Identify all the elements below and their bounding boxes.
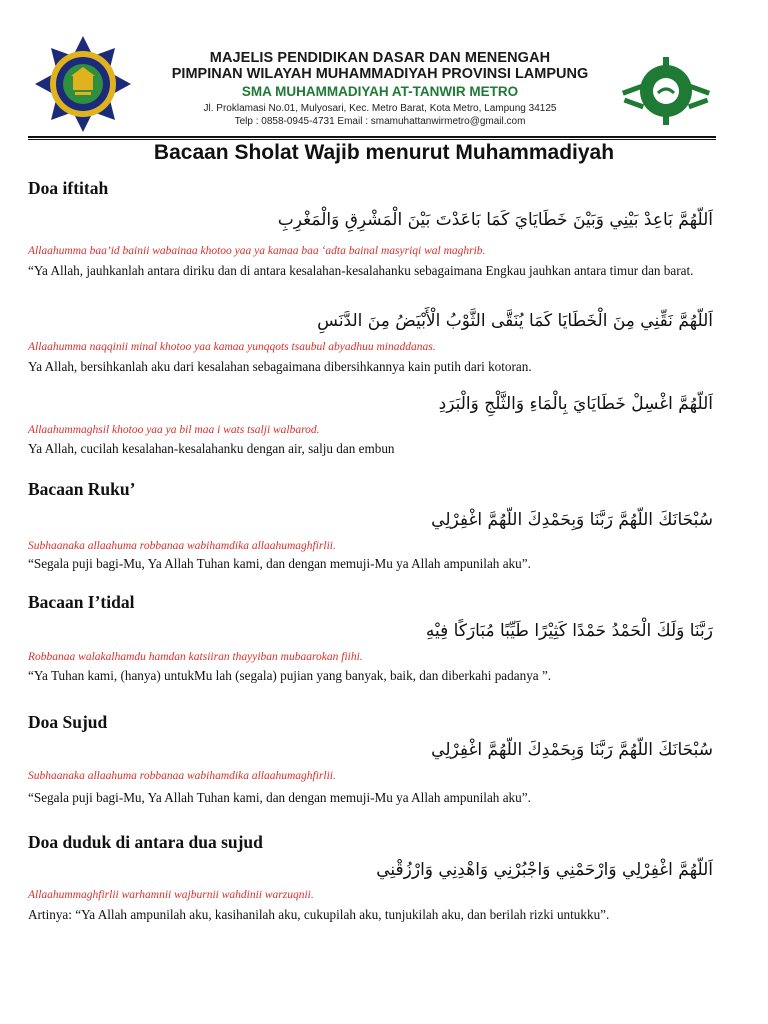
letterhead-contact: Telp : 0858-0945-4731 Email : smamuhattanwirmetro@gmail.com xyxy=(234,116,526,127)
arabic-text: سُبْحَانَكَ اللّهُمَّ رَبَّنَا وَبِحَمْدِكَ اللّهُمَّ اغْفِرْلِي xyxy=(431,510,713,530)
translation-text: “Ya Tuhan kami, (hanya) untukMu lah (segala) pujian yang banyak, baik, dan diberkahi padanya ”. xyxy=(28,668,552,683)
latin-transliteration: Robbanaa walakalhamdu hamdan katsiiran thayyiban mubaarokan fiihi. xyxy=(28,651,363,663)
arabic-text: رَبَّنَا وَلَكَ الْحَمْدُ حَمْدًا كَثِيْرًا طَيِّبًا مُبَارَكًا فِيْهِ xyxy=(425,621,713,641)
letterhead-council: MAJELIS PENDIDIKAN DASAR DAN MENENGAH xyxy=(209,50,551,66)
translation-text: Ya Allah, bersihkanlah aku dari kesalahan sebagaimana dibersihkannya kain putih dari kotoran. xyxy=(28,359,532,374)
letterhead-rule xyxy=(28,136,716,138)
section-heading-doa-sujud: Doa Sujud xyxy=(28,712,108,732)
arabic-text: سُبْحَانَكَ اللّهُمَّ رَبَّنَا وَبِحَمْدِكَ اللّهُمَّ اغْفِرْلِي xyxy=(431,740,713,760)
section-heading-doa-iftitah: Doa iftitah xyxy=(28,178,109,198)
latin-transliteration: Allaahumma baa’id bainii wabainaa khotoo yaa ya kamaa baa ‘adta bainal masyriqi wal maghrib. xyxy=(28,245,486,257)
translation-text: “Segala puji bagi-Mu, Ya Allah Tuhan kami, dan dengan memuji-Mu ya Allah ampunilah aku”. xyxy=(28,790,531,805)
section-heading-bacaan-itidal: Bacaan I’tidal xyxy=(28,592,135,612)
arabic-text: اَللّهُمَّ نَقِّنِي مِنَ الْخَطَايَا كَمَا يُنَقَّى الثَّوْبُ الْأَبْيَضُ مِنَ الدَّنَسِ xyxy=(317,311,713,331)
letterhead xyxy=(0,0,768,140)
arabic-text: اَللّهُمَّ اغْفِرْلِي وَارْحَمْنِي وَاجْبُرْنِي وَاهْدِنِي وَارْزُقْنِي xyxy=(376,860,713,880)
letterhead-school: SMA MUHAMMADIYAH AT-TANWIR METRO xyxy=(241,84,519,99)
letterhead-address: Jl. Proklamasi No.01, Mulyosari, Kec. Metro Barat, Kota Metro, Lampung 34125 xyxy=(203,103,557,114)
section-heading-bacaan-ruku: Bacaan Ruku’ xyxy=(28,479,136,499)
letterhead-region: PIMPINAN WILAYAH MUHAMMADIYAH PROVINSI LAMPUNG xyxy=(171,66,589,82)
latin-transliteration: Subhaanaka allaahuma robbanaa wabihamdika allaahumaghfirlii. xyxy=(28,770,336,782)
translation-text: “Ya Allah, jauhkanlah antara diriku dan di antara kesalahan-kesalahanku sebagaimana Engkau jauhkan antara timur dan barat. xyxy=(28,263,694,278)
school-seal-logo xyxy=(33,34,133,134)
latin-transliteration: Allaahummaghsil khotoo yaa ya bil maa i wats tsalji walbarod. xyxy=(28,424,320,436)
latin-transliteration: Allaahummaghfirlii warhamnii wajburnii wahdinii warzuqnii. xyxy=(28,889,314,901)
muhammadiyah-logo xyxy=(618,57,714,125)
section-heading-doa-duduk: Doa duduk di antara dua sujud xyxy=(28,832,263,852)
translation-text: Ya Allah, cucilah kesalahan-kesalahanku dengan air, salju dan embun xyxy=(28,441,395,456)
latin-transliteration: Subhaanaka allaahuma robbanaa wabihamdika allaahumaghfirlii. xyxy=(28,540,336,552)
arabic-text: اَللّهُمَّ بَاعِدْ بَيْنِي وَبَيْنَ خَطَايَايَ كَمَا بَاعَدْتَ بَيْنَ الْمَشْرِقِ وَالْمَغْرِبِ xyxy=(277,210,713,230)
letterhead-text xyxy=(140,50,620,128)
translation-text: “Segala puji bagi-Mu, Ya Allah Tuhan kami, dan dengan memuji-Mu ya Allah ampunilah aku”. xyxy=(28,556,531,571)
arabic-text: اَللّهُمَّ اغْسِلْ خَطَايَايَ بِالْمَاءِ وَالثَّلْجِ وَالْبَرَدِ xyxy=(438,394,713,414)
document-title: Bacaan Sholat Wajib menurut Muhammadiyah xyxy=(153,141,615,164)
latin-transliteration: Allaahumma naqqinii minal khotoo yaa kamaa yunqqots tsaubul abyadhuu minaddanas. xyxy=(28,341,436,353)
translation-text: Artinya: “Ya Allah ampunilah aku, kasihanilah aku, cukupilah aku, tunjukilah aku, dan berilah rizki untukku”. xyxy=(28,907,610,922)
